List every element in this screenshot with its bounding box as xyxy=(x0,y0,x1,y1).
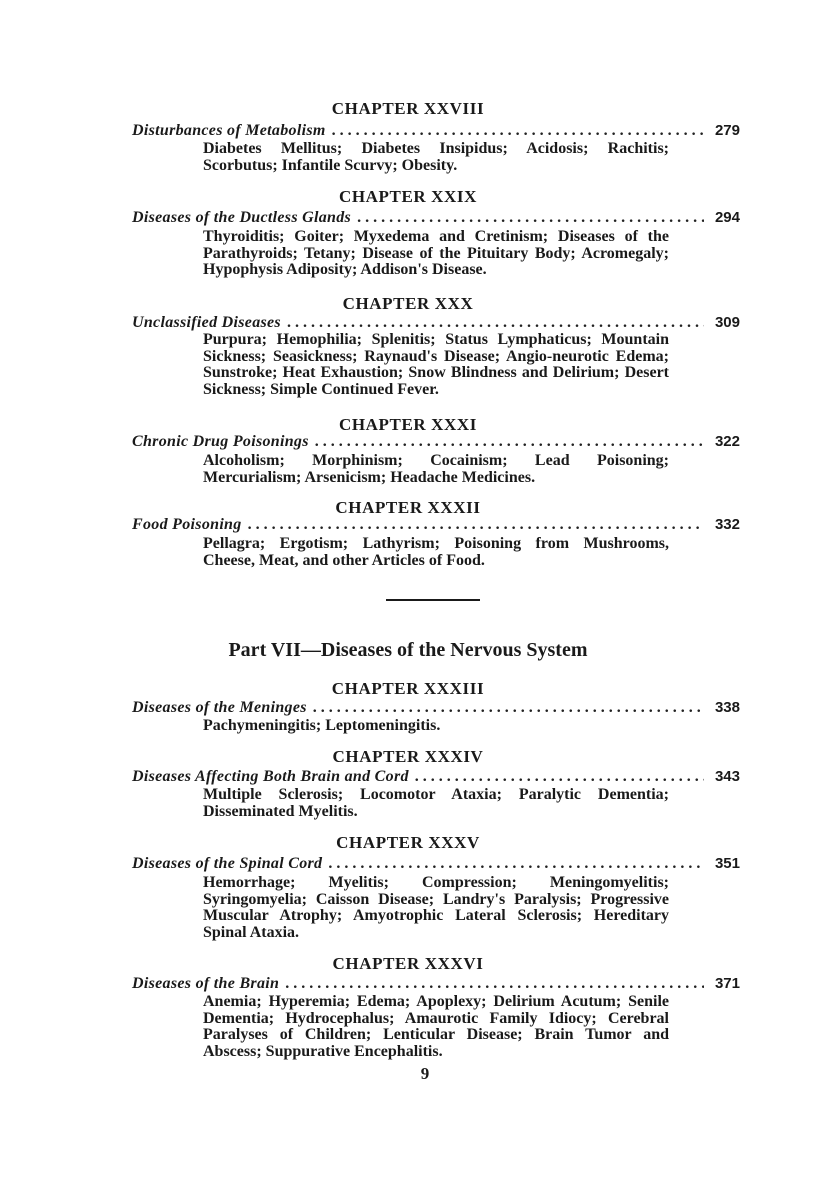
entry-title: Diseases of the Ductless Glands xyxy=(132,209,352,226)
entry-page-number: 338 xyxy=(714,699,740,716)
entry-page-number: 279 xyxy=(714,122,740,139)
entry-title: Unclassified Diseases xyxy=(132,314,281,331)
chapter-heading: CHAPTER XXVIII xyxy=(331,99,485,118)
toc-entry[interactable] xyxy=(132,314,740,332)
toc-entry[interactable] xyxy=(132,516,740,534)
entry-title: Disturbances of Metabolism xyxy=(132,122,326,139)
chapter-heading: CHAPTER XXXI xyxy=(338,415,477,434)
chapter-heading: CHAPTER XXX xyxy=(342,294,474,313)
entry-description: Alcoholism; Morphinism; Cocainism; Lead Poisoning; Mercurialism; Arsenicism; Headache Medicines. xyxy=(203,452,669,486)
chapter-heading: CHAPTER XXXIII xyxy=(331,679,485,698)
entry-page-number: 343 xyxy=(714,768,740,785)
entry-description: Multiple Sclerosis; Locomotor Ataxia; Paralytic Dementia; Disseminated Myelitis. xyxy=(203,786,669,820)
toc-entry[interactable] xyxy=(132,122,740,140)
entry-title: Diseases of the Spinal Cord xyxy=(132,855,323,872)
toc-entry[interactable] xyxy=(132,975,740,993)
entry-page-number: 309 xyxy=(714,314,740,331)
dot-leader xyxy=(415,768,704,786)
entry-page-number: 294 xyxy=(714,209,740,226)
entry-description: Pachymeningitis; Leptomeningitis. xyxy=(203,717,441,734)
dot-leader xyxy=(248,516,704,534)
toc-entry[interactable] xyxy=(132,433,740,451)
toc-entry[interactable] xyxy=(132,855,740,873)
entry-title: Diseases of the Brain xyxy=(132,975,280,992)
chapter-heading: CHAPTER XXXIV xyxy=(332,747,484,766)
entry-description: Hemorrhage; Myelitis; Compression; Meningomyelitis; Syringomyelia; Caisson Disease; Landry's Paralysis; Progressive Muscular Atrophy; Amyotrophic Lateral Sclerosis; Hereditary Spinal Ataxia. xyxy=(203,874,669,941)
entry-title: Chronic Drug Poisonings xyxy=(132,433,309,450)
toc-entry[interactable] xyxy=(132,768,740,786)
toc-entry[interactable] xyxy=(132,209,740,227)
part-heading: Part VII—Diseases of the Nervous System xyxy=(228,639,588,661)
chapter-heading: CHAPTER XXXII xyxy=(335,498,481,517)
entry-description: Pellagra; Ergotism; Lathyrism; Poisoning from Mushrooms, Cheese, Meat, and other Articles of Food. xyxy=(203,535,669,569)
entry-title: Food Poisoning xyxy=(132,516,242,533)
entry-description: Anemia; Hyperemia; Edema; Apoplexy; Delirium Acutum; Senile Dementia; Hydrocephalus; Amaurotic Family Idiocy; Cerebral Paralyses of Children; Lenticular Disease; Brain Tumor and Abscess; Suppurative Encephalitis. xyxy=(203,993,669,1060)
entry-title: Diseases of the Meninges xyxy=(132,699,307,716)
dot-leader xyxy=(287,314,704,332)
dot-leader xyxy=(357,209,704,227)
entry-page-number: 322 xyxy=(714,433,740,450)
page-number: 9 xyxy=(420,1064,430,1083)
toc-entry[interactable] xyxy=(132,699,740,717)
entry-page-number: 371 xyxy=(714,975,740,992)
entry-description: Diabetes Mellitus; Diabetes Insipidus; Acidosis; Rachitis; Scorbutus; Infantile Scurvy; Obesity. xyxy=(203,140,669,174)
dot-leader xyxy=(285,975,704,993)
dot-leader xyxy=(315,433,704,451)
entry-page-number: 332 xyxy=(714,516,740,533)
entry-description: Thyroiditis; Goiter; Myxedema and Cretinism; Diseases of the Parathyroids; Tetany; Disease of the Pituitary Body; Acromegaly; Hypophysis Adiposity; Addison's Disease. xyxy=(203,228,669,279)
chapter-heading: CHAPTER XXXV xyxy=(336,833,480,852)
entry-title: Diseases Affecting Both Brain and Cord xyxy=(132,768,409,785)
dot-leader xyxy=(328,855,704,873)
entry-page-number: 351 xyxy=(714,855,740,872)
section-divider xyxy=(386,599,480,601)
dot-leader xyxy=(332,122,704,140)
chapter-heading: CHAPTER XXXVI xyxy=(332,954,484,973)
entry-description: Purpura; Hemophilia; Splenitis; Status Lymphaticus; Mountain Sickness; Seasickness; Raynaud's Disease; Angio-neurotic Edema; Sunstroke; Heat Exhaustion; Snow Blindness and Delirium; Desert Sickness; Simple Continued Fever. xyxy=(203,331,669,398)
dot-leader xyxy=(313,699,704,717)
chapter-heading: CHAPTER XXIX xyxy=(338,187,477,206)
